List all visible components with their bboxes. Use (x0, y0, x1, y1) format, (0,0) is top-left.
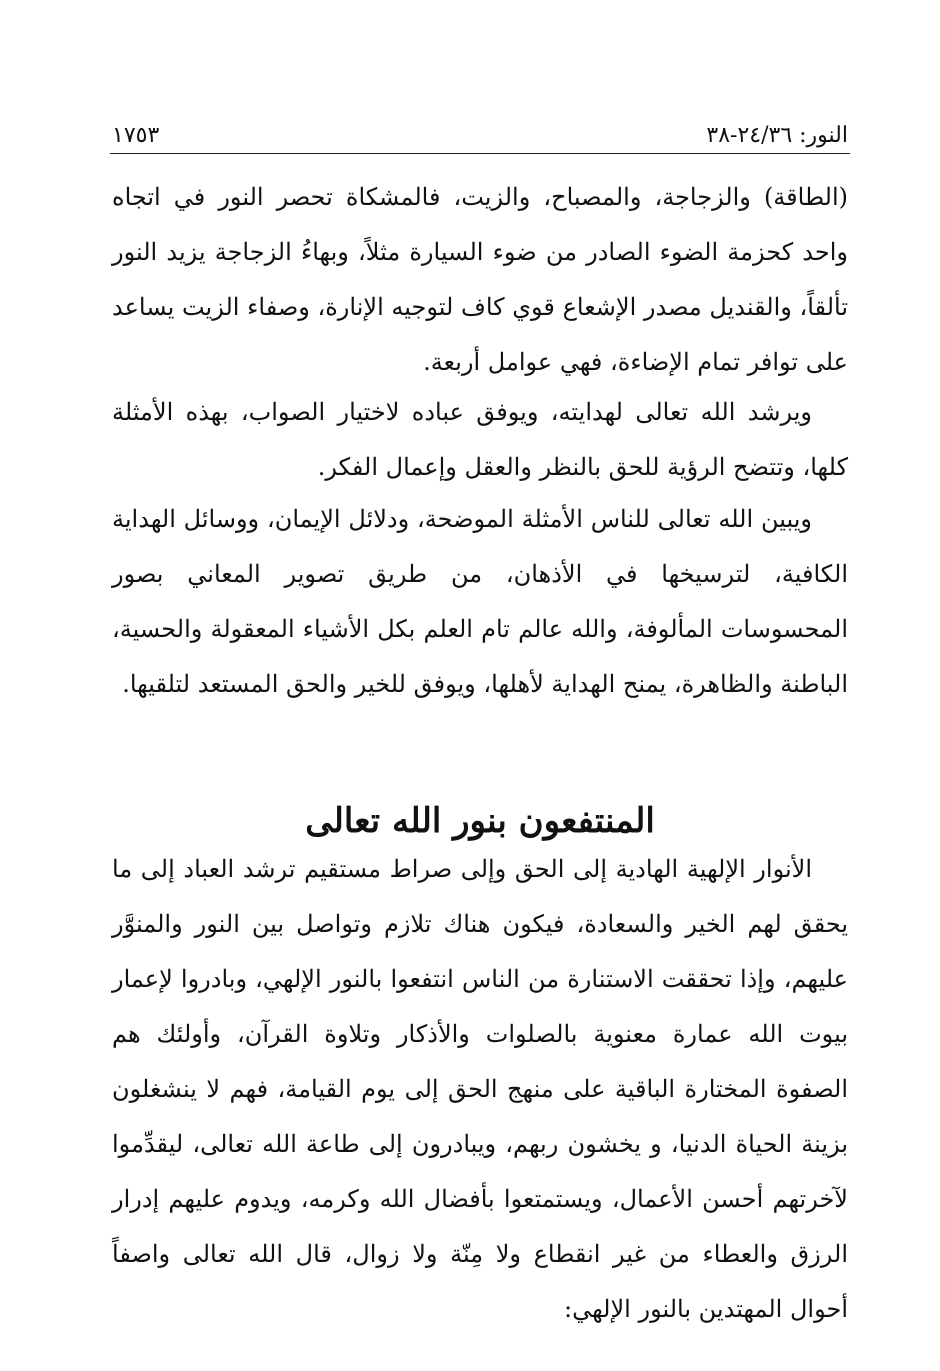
header-rule (110, 153, 850, 154)
page-number: ١٧٥٣ (112, 123, 160, 148)
running-header (112, 112, 848, 148)
paragraph-text: ويبين الله تعالى للناس الأمثلة الموضحة، ودلائل الإيمان، ووسائل الهداية الكافية، لترسيخها في الأذهان، من طريق تصوير المعاني بصور المحسوسات المألوفة، والله عالم تام العلم بكل الأشياء المعقولة والحسية، الباطنة والظاهرة، يمنح الهداية لأهلها، ويوفق للخير والحق المستعد لتلقيها. (112, 505, 848, 698)
section-heading: المنتفعون بنور الله تعالى (305, 801, 655, 842)
paragraph-text: ويرشد الله تعالى لهدايته، ويوفق عباده لاختيار الصواب، بهذه الأمثلة كلها، وتتضح الرؤية للحق بالنظر والعقل وإعمال الفكر. (112, 398, 848, 481)
paragraph-guidance (112, 385, 848, 495)
paragraph-text: الأنوار الإلهية الهادية إلى الحق وإلى صراط مستقيم ترشد العباد إلى ما يحقق لهم الخير والسعادة، فيكون هناك تلازم وتواصل بين النور والمنوَّر عليهم، وإذا تحققت الاستنارة من الناس انتفعوا بالنور الإلهي، وبادروا لإعمار بيوت الله عمارة معنوية بالصلوات والأذكار وتلاوة القرآن، وأولئك هم الصفوة المختارة الباقية على منهج الحق إلى يوم القيامة، فهم لا ينشغلون بزينة الحياة الدنيا، و يخشون ربهم، ويبادرون إلى طاعة الله تعالى، ليقدِّموا لآخرتهم أحسن الأعمال، ويستمتعوا بأفضال الله وكرمه، ويدوم عليهم إدرار الرزق والعطاء من غير انقطاع ولا مِنّة ولا زوال، قال الله تعالى واصفاً أحوال المهتدين بالنور الإلهي: (112, 855, 849, 1323)
surah-reference: النور: ٢٤/٣٦-٣٨ (706, 123, 848, 148)
paragraph-text: (الطاقة) والزجاجة، والمصباح، والزيت، فالمشكاة تحصر النور في اتجاه واحد كحزمة الضوء الصادر من ضوء السيارة مثلاً، وبهاءُ الزجاجة يزيد النور تألقاً، والقنديل مصدر الإشعاع قوي كاف لتوجيه الإنارة، وصفاء الزيت يساعد على توافر تمام الإضاءة، فهي عوامل أربعة. (112, 183, 848, 376)
paragraph-examples (112, 492, 848, 712)
section-paragraph (112, 842, 848, 1337)
paragraph-lamp-elements (112, 170, 848, 390)
